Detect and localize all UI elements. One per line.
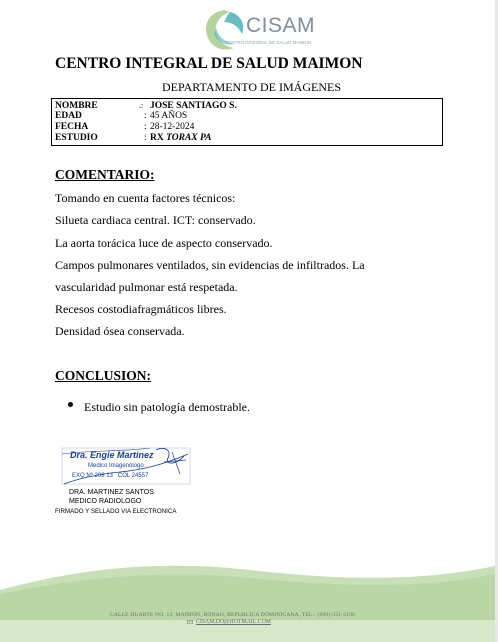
patient-label: FECHA: [55, 122, 89, 132]
comment-heading: COMENTARIO:: [55, 167, 155, 182]
bullet-icon: [68, 402, 73, 407]
patient-value: JOSE SANTIAGO S.: [150, 101, 237, 111]
comment-line: Recesos costodiafragmáticos libres.: [55, 302, 227, 316]
patient-value: 28-12-2024: [150, 122, 195, 132]
cisam-logo: [200, 6, 316, 54]
doctor-title: MEDICO RADIOLOGO: [69, 498, 142, 505]
comment-line: La aorta torácica luce de aspecto conservado.: [55, 236, 273, 250]
patient-label: ESTUDIO: [55, 133, 98, 143]
signature-stamp: [60, 444, 195, 488]
signature-note: FIRMADO Y SELLADO VIA ELECTRONICA: [55, 508, 177, 515]
signature-block: [69, 488, 154, 506]
logo-emblem-icon: [200, 6, 250, 54]
stamp-doctor-name: Dra. Engie Martinez: [70, 450, 154, 460]
conclusion-heading: CONCLUSION:: [55, 368, 152, 383]
footer-wave: [0, 560, 495, 642]
footer-address: CALLE DUARTE NO. 13, MAIMÓN, BONAO, REPUBLICA DOMINICANA, TEL.: (809)-551-2196: [110, 612, 356, 618]
patient-value: 45 AÑOS: [150, 111, 188, 121]
comment-line: Densidad ósea conservada.: [55, 324, 185, 338]
comment-line: vascularidad pulmonar está respetada.: [55, 280, 238, 294]
patient-label: EDAD: [55, 111, 82, 121]
patient-info-box: NOMBRE .: JOSE SANTIAGO S. EDAD : 45 AÑOS FECHA : 28-12-2024 ESTUDIO : RX TORAX PA: [51, 98, 443, 146]
stamp-license: EXQ Nº 208 13 COL 24557: [72, 473, 149, 479]
email-icon: [187, 620, 193, 624]
doctor-name: DRA. MARTINEZ SANTOS: [69, 489, 154, 496]
logo-wordmark: CISAM: [246, 14, 316, 37]
footer-email: CISAM.DO@HOTMAIL.COM: [196, 619, 271, 625]
stamp-specialty: Medico Imagenólogo: [88, 463, 144, 469]
comment-line: Campos pulmonares ventilados, sin evidencias de infiltrados. La: [55, 258, 365, 272]
comment-line: Silueta cardiaca central. ICT: conservado.: [55, 213, 256, 227]
center-title: CENTRO INTEGRAL DE SALUD MAIMON: [55, 55, 363, 72]
logo-subtitle: CENTRO INTEGRAL DE SALUD MAIMON: [225, 40, 312, 45]
department-title: DEPARTAMENTO DE IMÁGENES: [162, 80, 341, 94]
patient-value: RX TORAX PA: [150, 133, 212, 143]
comment-line: Tomando en cuenta factores técnicos:: [55, 191, 236, 205]
patient-label: NOMBRE: [55, 101, 98, 111]
conclusion-item: Estudio sin patología demostrable.: [84, 400, 250, 414]
